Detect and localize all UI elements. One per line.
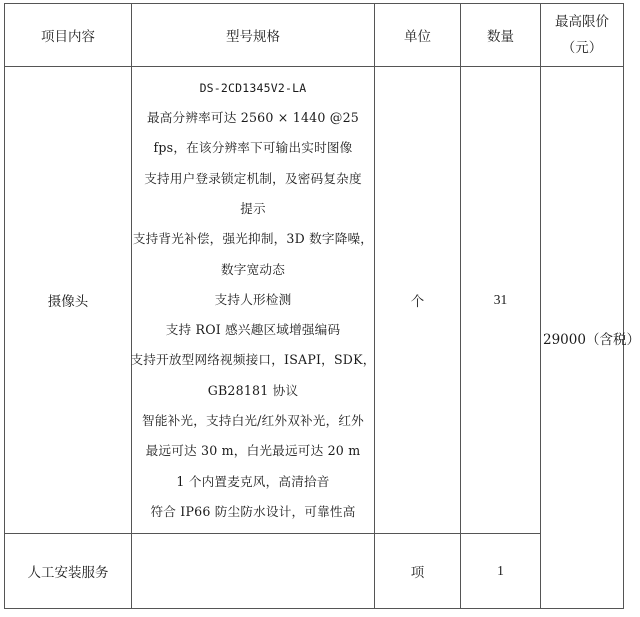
- spec-line: 智能补光，支持白光/红外双补光，红外: [142, 413, 364, 429]
- spec-line: 支持开放型网络视频接口，ISAPI，SDK，: [130, 352, 376, 368]
- spec-line: 支持 ROI 感兴趣区域增强编码: [165, 322, 341, 338]
- row-qty: 31: [461, 67, 541, 534]
- spec-line: 提示: [240, 200, 266, 216]
- quote-table: [4, 3, 640, 609]
- spec-line: 数字宽动态: [221, 261, 285, 277]
- header-unit: 单位: [375, 4, 461, 67]
- row-spec: [132, 534, 375, 609]
- header-price: [541, 4, 624, 67]
- header-spec: 型号规格: [132, 4, 375, 67]
- spec-line: 支持人形检测: [214, 291, 292, 307]
- row-item: 人工安装服务: [5, 534, 132, 609]
- header-row: [5, 4, 624, 67]
- spec-line: 支持背光补偿，强光抑制，3D 数字降噪，: [132, 231, 374, 247]
- header-item: 项目内容: [5, 4, 132, 67]
- header-qty: 数量: [461, 4, 541, 67]
- spec-line: 支持用户登录锁定机制，及密码复杂度: [144, 170, 362, 186]
- spec-line: DS-2CD1345V2-LA: [199, 80, 307, 95]
- spec-line: fps，在该分辨率下可输出实时图像: [153, 140, 353, 156]
- row-item: 摄像头: [5, 67, 132, 534]
- table-row: [5, 534, 624, 609]
- spec-line: 最远可达 30 m，白光最远可达 20 m: [145, 443, 361, 459]
- total-price: 29000（含税）: [541, 67, 624, 609]
- spec-lines: [132, 73, 374, 527]
- table-row: [5, 67, 624, 534]
- row-unit: 个: [375, 67, 461, 534]
- spec-line: GB28181 协议: [207, 382, 299, 398]
- spec-line: 1 个内置麦克风，高清拾音: [176, 473, 330, 489]
- header-price-line1: 最高限价: [555, 14, 609, 30]
- row-unit: 项: [375, 534, 461, 609]
- spec-line: 符合 IP66 防尘防水设计，可靠性高: [150, 503, 356, 519]
- row-qty: 1: [461, 534, 541, 609]
- spec-line: 最高分辨率可达 2560 × 1440 @25: [146, 110, 360, 126]
- header-price-line2: （元）: [561, 40, 603, 56]
- row-spec: [132, 67, 375, 534]
